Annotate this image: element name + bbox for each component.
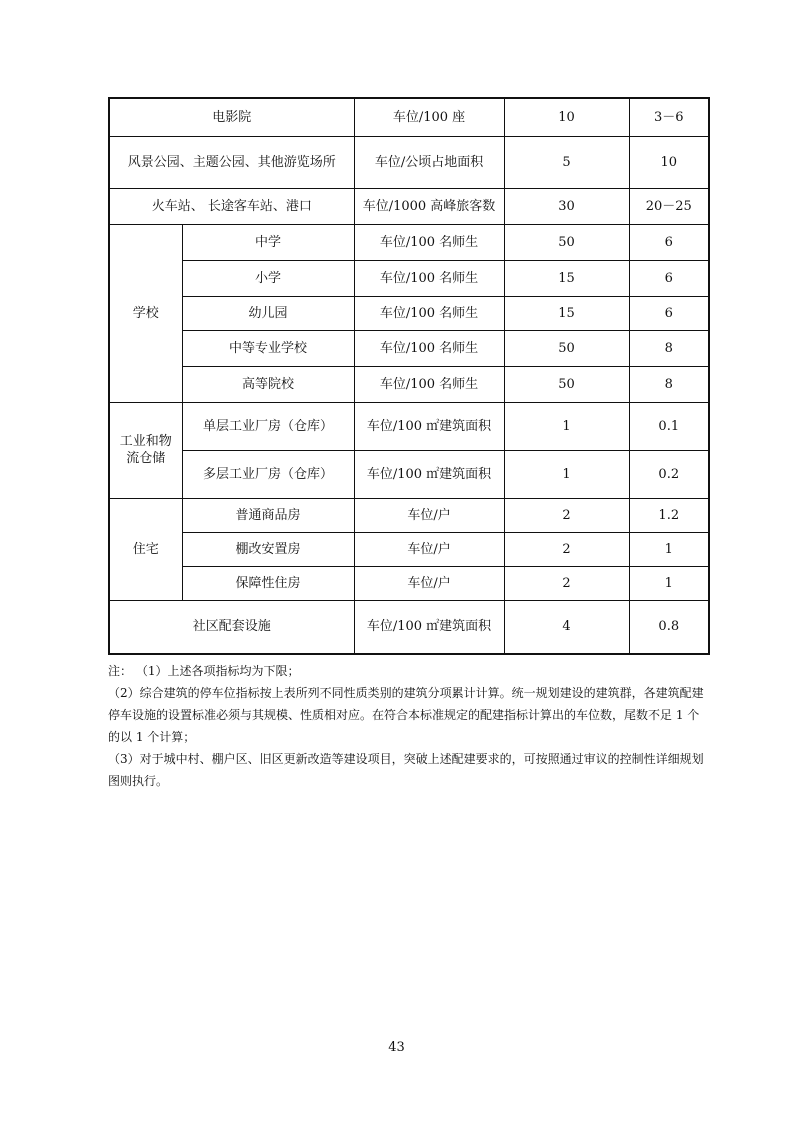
value-cell: 15 <box>504 260 629 296</box>
table-row <box>109 566 709 600</box>
unit-cell: 车位/100 ㎡建筑面积 <box>354 450 504 498</box>
table-row <box>109 136 709 188</box>
unit-cell: 车位/100 ㎡建筑面积 <box>354 402 504 450</box>
subcategory-cell: 中学 <box>182 224 354 260</box>
value-cell: 1 <box>629 566 709 600</box>
table-row <box>109 366 709 402</box>
notes <box>108 660 708 792</box>
value-cell: 20－25 <box>629 188 709 224</box>
unit-cell: 车位/100 名师生 <box>354 260 504 296</box>
value-cell: 6 <box>629 224 709 260</box>
unit-cell: 车位/100 ㎡建筑面积 <box>354 600 504 654</box>
value-cell: 15 <box>504 296 629 330</box>
value-cell: 4 <box>504 600 629 654</box>
value-cell: 8 <box>629 366 709 402</box>
value-cell: 6 <box>629 296 709 330</box>
value-cell: 10 <box>629 136 709 188</box>
value-cell: 3－6 <box>629 98 709 136</box>
value-cell: 50 <box>504 366 629 402</box>
unit-cell: 车位/100 名师生 <box>354 366 504 402</box>
table-row <box>109 498 709 532</box>
group-cell: 工业和物流仓储 <box>109 402 182 498</box>
table-row <box>109 600 709 654</box>
group-cell: 学校 <box>109 224 182 402</box>
table-row <box>109 402 709 450</box>
table-row <box>109 188 709 224</box>
value-cell: 2 <box>504 532 629 566</box>
subcategory-cell: 幼儿园 <box>182 296 354 330</box>
value-cell: 2 <box>504 566 629 600</box>
value-cell: 2 <box>504 498 629 532</box>
note-1: 注： （1）上述各项指标均为下限； <box>108 664 300 678</box>
value-cell: 30 <box>504 188 629 224</box>
table-row <box>109 98 709 136</box>
value-cell: 1 <box>629 532 709 566</box>
table-row <box>109 260 709 296</box>
value-cell: 1.2 <box>629 498 709 532</box>
value-cell: 6 <box>629 260 709 296</box>
page-number: 43 <box>388 1040 405 1055</box>
table-row <box>109 532 709 566</box>
value-cell: 0.2 <box>629 450 709 498</box>
value-cell: 1 <box>504 450 629 498</box>
subcategory-cell: 保障性住房 <box>182 566 354 600</box>
value-cell: 0.1 <box>629 402 709 450</box>
subcategory-cell: 中等专业学校 <box>182 330 354 366</box>
value-cell: 50 <box>504 224 629 260</box>
table-body <box>109 98 709 654</box>
parking-standard-table <box>108 97 710 655</box>
subcategory-cell: 普通商品房 <box>182 498 354 532</box>
category-cell: 电影院 <box>109 98 354 136</box>
unit-cell: 车位/公顷占地面积 <box>354 136 504 188</box>
category-cell: 火车站、 长途客车站、港口 <box>109 188 354 224</box>
value-cell: 5 <box>504 136 629 188</box>
unit-cell: 车位/100 座 <box>354 98 504 136</box>
table-row <box>109 296 709 330</box>
unit-cell: 车位/100 名师生 <box>354 330 504 366</box>
category-cell: 社区配套设施 <box>109 600 354 654</box>
unit-cell: 车位/户 <box>354 566 504 600</box>
category-cell: 风景公园、主题公园、其他游览场所 <box>109 136 354 188</box>
note-3: （3）对于城中村、棚户区、旧区更新改造等建设项目，突破上述配建要求的，可按照通过审议的控制性详细规划图则执行。 <box>108 752 704 788</box>
unit-cell: 车位/1000 高峰旅客数 <box>354 188 504 224</box>
table-row <box>109 450 709 498</box>
subcategory-cell: 单层工业厂房（仓库） <box>182 402 354 450</box>
unit-cell: 车位/户 <box>354 532 504 566</box>
value-cell: 10 <box>504 98 629 136</box>
subcategory-cell: 棚改安置房 <box>182 532 354 566</box>
value-cell: 8 <box>629 330 709 366</box>
value-cell: 1 <box>504 402 629 450</box>
table-row <box>109 224 709 260</box>
subcategory-cell: 高等院校 <box>182 366 354 402</box>
value-cell: 0.8 <box>629 600 709 654</box>
subcategory-cell: 小学 <box>182 260 354 296</box>
unit-cell: 车位/100 名师生 <box>354 224 504 260</box>
value-cell: 50 <box>504 330 629 366</box>
unit-cell: 车位/户 <box>354 498 504 532</box>
note-2: （2）综合建筑的停车位指标按上表所列不同性质类别的建筑分项累计计算。统一规划建设的建筑群，各建筑配建停车设施的设置标准必须与其规模、性质相对应。在符合本标准规定的配建指标计算出的车位数，尾数不足 1 个的以 1 个计算； <box>108 686 704 744</box>
unit-cell: 车位/100 名师生 <box>354 296 504 330</box>
table-row <box>109 330 709 366</box>
group-cell: 住宅 <box>109 498 182 600</box>
subcategory-cell: 多层工业厂房（仓库） <box>182 450 354 498</box>
